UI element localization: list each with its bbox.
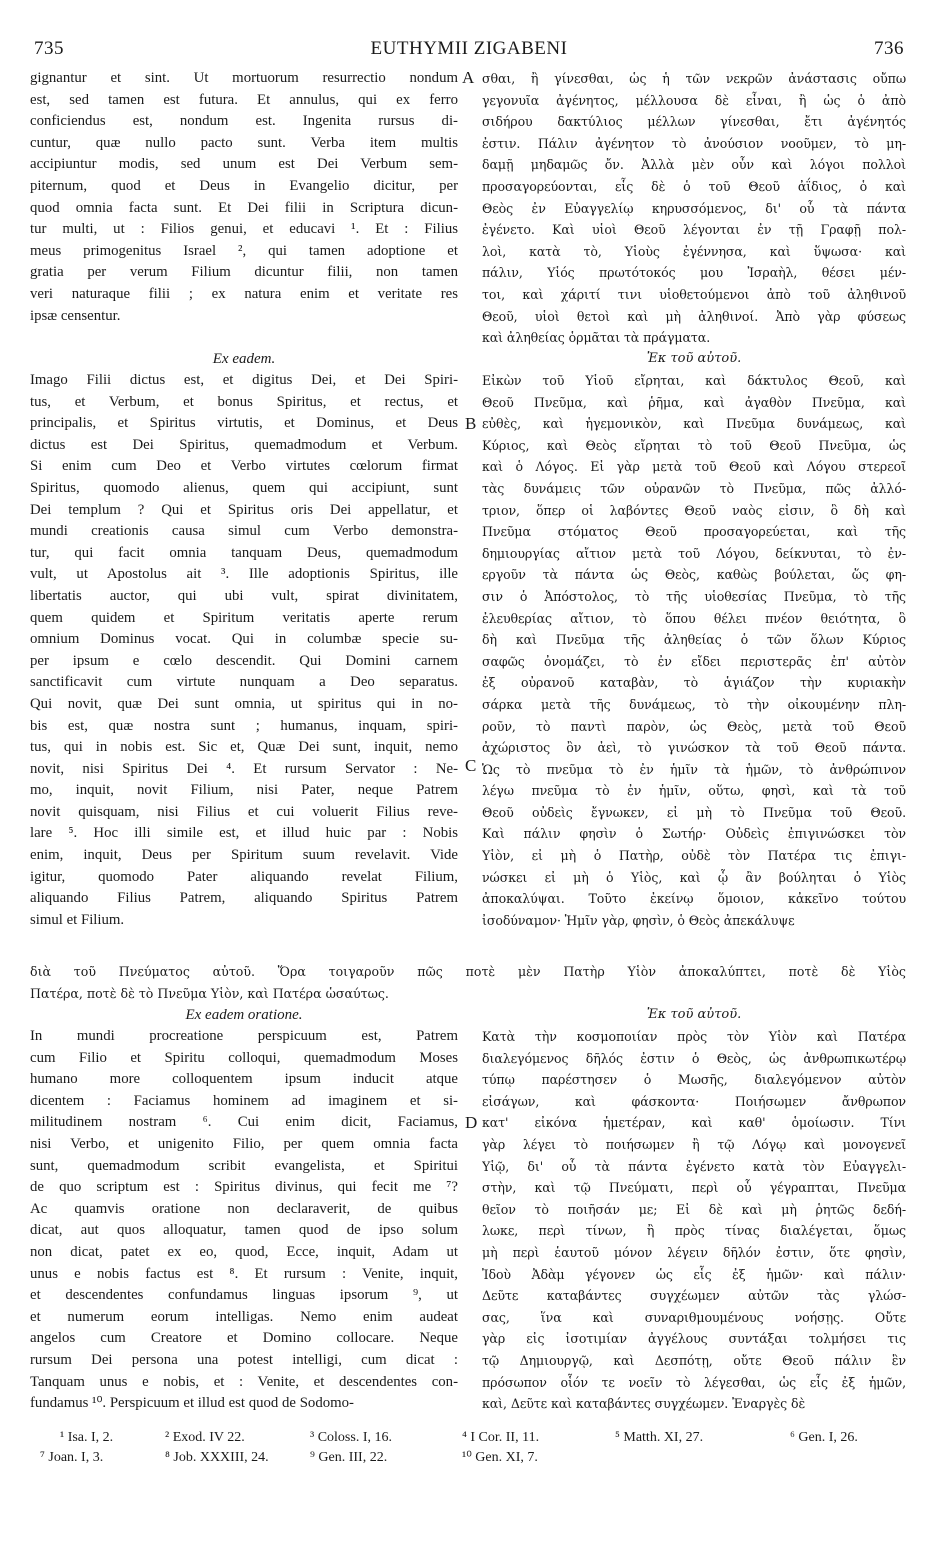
- text-line: Θεὸς ἐν Εὐαγγελίῳ κηρυσσόμενος, δι' οὗ τὰ πάντα: [482, 200, 906, 216]
- text-line: ipsæ censentur.: [30, 307, 121, 324]
- text-line: σάρκα μετὰ τῆς δυνάμεως, τὸ τὴν οἰκουμένην πλη-: [482, 696, 906, 712]
- footnote-5: ⁵ Matth. XI, 27.: [615, 1430, 704, 1445]
- text-line: καὶ ἀληθείας ὁρμᾶται τὰ πράγματα.: [482, 330, 711, 346]
- text-line: aliquando Filius Patrem, aliquando Spiritus Patrem: [30, 890, 458, 907]
- text-line: Tanquam unus e nobis, et : Venite, et descendentes con-: [30, 1373, 458, 1390]
- text-line: Si enim cum Deo et Verbo virtutes cœlorum firmat: [30, 458, 458, 475]
- text-line: meus primogenitus Israel ², qui tamen adoptione et: [30, 242, 458, 259]
- text-line: λωκε, περὶ τίνων, ἢ πρὸς τίνας διαλέγεται, ὅμως: [482, 1223, 906, 1239]
- greek-column-section-2: [482, 348, 906, 931]
- text-line: Θεοῦ Πνεῦμα, καὶ ῥῆμα, καὶ ἀγαθὸν Πνεῦμα, καὶ: [482, 394, 906, 410]
- footnote-9: ⁹ Gen. III, 22.: [310, 1450, 388, 1465]
- text-line: Καὶ πάλιν φησὶν ὁ Σωτήρ· Οὐδεὶς ἐπιγινώσκει τὸν: [482, 826, 906, 842]
- text-line: sanctificavit cum virtute nunquam a Deo separatus.: [30, 674, 458, 691]
- text-line: lare ⁵. Hoc illi simile est, et illud huic par : Nobis: [30, 825, 458, 842]
- text-line: κατ' εἰκόνα ἡμετέραν, καὶ καθ' ὁμοίωσιν. Τίνι: [482, 1115, 906, 1131]
- text-line: Πατέρα, ποτὲ δὲ τὸ Πνεῦμα Υἱὸν, καὶ Πατέρα ὡσαύτως.: [30, 985, 389, 1001]
- text-line: de quo scriptum est : Spiritus divinus, qui fecit me ⁷?: [30, 1179, 458, 1196]
- text-line: mo, inquit, novit Filium, nisi Pater, neque Patrem: [30, 782, 458, 799]
- text-line: novit quisquam, nisi Filius et cui voluerit Filius reve-: [30, 803, 458, 820]
- text-line: διὰ τοῦ Πνεύματος αὐτοῦ. Ὅρα τοιγαροῦν πῶς ποτὲ μὲν Πατὴρ Υἱὸν ἀποκαλύπτει, ποτὲ δὲ Υἱὸς: [30, 964, 906, 979]
- text-line: conficiendus est, nondum est. Ingenita rursus di-: [30, 113, 458, 130]
- footnote-4: ⁴ I Cor. II, 11.: [462, 1430, 540, 1445]
- text-line: libertatis auctor, qui ubi vult, spirat divinitatem,: [30, 587, 458, 604]
- text-line: et numerum eorum intelligas. Nemo enim audeat: [30, 1308, 458, 1325]
- text-line: τοι, καὶ χάριτί τινι υἱοθετούμενοι ἀπὸ τοῦ ἀληθινοῦ: [482, 286, 906, 302]
- footnote-3: ³ Coloss. I, 16.: [310, 1430, 392, 1445]
- text-line: bis est, quæ nostra sunt ; humanus, inquam, spiri-: [30, 717, 458, 734]
- text-line: πρόσωπον οἷόν τε νοεῖν τὸ λέγεσθαι, ὡς εἷς ἐξ ἡμῶν,: [482, 1374, 906, 1390]
- text-line: Ἰδοὺ Ἀδὰμ γέγονεν ὡς εἷς ἐξ ἡμῶν· καὶ πάλιν·: [482, 1266, 906, 1282]
- greek-column-section-3: [482, 1004, 906, 1415]
- text-line: σας, ἵνα καὶ συναριθμουμένους νοήσῃς. Οὔτε: [482, 1309, 906, 1325]
- text-line: εἰσάγων, καὶ φάσκοντα· Ποιήσωμεν ἄνθρωπον: [482, 1093, 906, 1109]
- footnotes: [30, 1428, 906, 1468]
- text-line: τὰς δυνάμεις τῶν οὐρανῶν τὸ Πνεῦμα, πῶς ἀλλό-: [482, 480, 906, 496]
- text-line: mundi creationis causa simul cum Verbo demonstra-: [30, 523, 458, 540]
- text-line: προσαγορεύονται, εἷς δὲ ὁ τοῦ Θεοῦ ἀΐδιος, ὁ καὶ: [482, 178, 906, 194]
- page-number-right: 736: [874, 38, 904, 59]
- text-line: rursum Dei persona una potest intelligi, cum dicat :: [30, 1351, 458, 1368]
- footnote-row-1: [30, 1428, 906, 1448]
- text-line: tus, et Verbum, et bonus Spiritus, et rectus, et: [30, 393, 458, 410]
- section-heading: Ex eadem.: [212, 351, 276, 367]
- text-line: γὰρ εἰς ἰσοτιμίαν ἀγγέλους συντάξαι τολμήσει τις: [482, 1331, 906, 1347]
- text-line: τριον, ὅπερ οἱ λαβόντες Θεοῦ ναὸς εἰσιν, ὃ δὴ καὶ: [482, 502, 906, 518]
- full-width-greek-continuation: [30, 961, 906, 1004]
- text-line: per ipsum e cœlo descendit. Qui Domini carnem: [30, 652, 458, 669]
- text-line: tur, qui facit omnia tanquam Deus, quemadmodum: [30, 544, 458, 561]
- margin-marker-a: A: [462, 68, 475, 87]
- text-line: quod omnia facta sunt. Et Dei filii in Scriptura dicun-: [30, 199, 458, 216]
- margin-marker-d: D: [465, 1113, 478, 1132]
- text-line: δὴ καὶ Πνεῦμα τῆς ἀληθείας ὁ τῶν ὅλων Κύριος: [482, 632, 906, 648]
- text-line: εὐθὲς, καὶ ἡγεμονικὸν, καὶ Πνεῦμα δυνάμεως, καὶ: [482, 416, 906, 432]
- text-line: enim, inquit, Deus per Spiritum suum revelavit. Vide: [30, 847, 458, 864]
- text-line: ἐγένετο. Καὶ υἱοὶ Θεοῦ λέγονται ἐν τῇ Γραφῇ πολ-: [482, 222, 906, 238]
- text-line: non dicat, patet ex eo, quod, Ecce, inquit, Adam ut: [30, 1243, 458, 1260]
- text-line: gignantur et sint. Ut mortuorum resurrectio nondum: [30, 70, 458, 86]
- text-line: καὶ, Δεῦτε καὶ καταβάντες συγχέωμεν. Ἐναργὲς δὲ: [482, 1396, 806, 1412]
- text-line: gratia per verum Filium dicuntur filii, non tamen: [30, 264, 458, 281]
- text-line: veri naturaque filii ; ex natura enim et veritate res: [30, 285, 458, 302]
- text-line: piternum, quod et Deus in Evangelio dicitur, per: [30, 177, 458, 194]
- footnote-2: ² Exod. IV 22.: [165, 1430, 245, 1445]
- text-line: θεῖον τὸ ποιῆσάν με; Εἰ δὲ καὶ μὴ ῥητῶς δεδή-: [482, 1201, 906, 1217]
- footnote-row-2: [30, 1448, 906, 1468]
- text-line: cum Filio et Spiritu colloqui, quemadmodum Moses: [30, 1049, 458, 1066]
- text-line: Θεοῦ οὐδεὶς ἔγνωκεν, εἰ μὴ τὸ Πνεῦμα τοῦ Θεοῦ.: [482, 804, 906, 820]
- text-line: In mundi procreatione perspicuum est, Patrem: [30, 1028, 458, 1044]
- section-heading: Ex eadem oratione.: [185, 1007, 303, 1023]
- text-line: dicentem : Faciamus hominem ad imaginem et si-: [30, 1092, 458, 1109]
- text-line: novit, nisi Spiritus Dei ⁴. Et rursum Servator : Ne-: [30, 760, 458, 777]
- text-line: δαμῇ μηδαμῶς ὄν. Ἀλλὰ μὲν οὖν καὶ λόγοι πολλοὶ: [482, 157, 906, 173]
- text-line: μὴ περὶ ἑαυτοῦ μόνον λέγειν δῆλόν ἐστιν, ὅτε φησὶν,: [482, 1244, 906, 1260]
- text-line: ἀποκαλύψαι. Τοῦτο ἐκείνῳ ὅμοιον, κἀκεῖνο τούτου: [482, 891, 906, 907]
- text-line: unus e nobis factus est ⁸. Et rursum : Venite, inquit,: [30, 1265, 458, 1282]
- text-line: Πνεῦμα στόματος Θεοῦ προσαγορεύεται, καὶ τῆς: [482, 524, 906, 540]
- text-line: accipiuntur modis, sed unum est Dei Verbum sem-: [30, 156, 458, 173]
- text-line: Ὡς τὸ πνεῦμα τὸ ἐν ἡμῖν τὰ ἡμῶν, τὸ ἀνθρώπινον: [482, 761, 906, 777]
- text-line: Δεῦτε καταβάντες συγχέωμεν αὐτῶν τὰς γλώσ-: [482, 1288, 906, 1304]
- text-line: est, sed tamen est futura. Et annulus, qui ex ferro: [30, 91, 458, 108]
- text-line: πάλιν, Υἱός πρωτότοκός μου Ἰσραὴλ, θέσει μέν-: [482, 265, 906, 281]
- text-line: igitur, quomodo Pater aliquando revelat Filium,: [30, 868, 458, 885]
- text-line: Θεοῦ, υἱοὶ θετοὶ καὶ μὴ ἀληθινοί. Ἀπὸ γὰρ φύσεως: [482, 308, 906, 324]
- text-line: fundamus ¹⁰. Perspicuum et illud est quod de Sodomo-: [30, 1395, 354, 1412]
- text-line: στὴν, καὶ τῷ Πνεύματι, περὶ οὗ γέγραπται, Πνεῦμα: [482, 1180, 906, 1196]
- text-line: λέγω πνεῦμα τὸ ἐν ἡμῖν, οὕτω, φησὶ, καὶ τὰ τοῦ: [482, 783, 906, 799]
- text-line: σιν ὁ Ἀπόστολος, τὸ τῆς υἱοθεσίας Πνεῦμα, τὸ τῆς: [482, 588, 906, 604]
- latin-column-section-1: [30, 68, 458, 327]
- text-line: Υἱῷ, δι' οὗ τὰ πάντα ἐγένετο κατὰ τὸν Εὐαγγελι-: [482, 1158, 906, 1174]
- text-line: Κατὰ τὴν κοσμοποιίαν πρὸς τὸν Υἱὸν καὶ Πατέρα: [482, 1029, 906, 1044]
- text-line: γὰρ λέγει τὸ ποιήσωμεν ἢ τῷ Λόγῳ καὶ μονογενεῖ: [482, 1136, 906, 1152]
- footnote-8: ⁸ Job. XXXIII, 24.: [165, 1450, 269, 1465]
- latin-column-section-3: [30, 1004, 458, 1415]
- text-line: angelos cum Creatore et Domino collocare. Neque: [30, 1330, 458, 1347]
- text-line: ἐξ οὐρανοῦ καταβὰν, τὸ ἁγιάζον τὴν κυριακὴν: [482, 675, 906, 691]
- greek-column-section-1: [482, 68, 906, 349]
- text-line: quem quidem et Spiritum veritatis aperte rerum: [30, 609, 458, 626]
- text-line: Imago Filii dictus est, et digitus Dei, et Dei Spiri-: [30, 372, 458, 388]
- text-line: Qui novit, quæ Dei sunt omnia, ut spiritus qui in no-: [30, 695, 458, 712]
- latin-column-section-2: [30, 348, 458, 931]
- text-line: νώσκει εἰ μὴ ὁ Υἱὸς, καὶ ᾧ ἂν βούληται ὁ Υἱὸς: [482, 869, 906, 885]
- page-number-left: 735: [34, 38, 64, 59]
- text-line: δημιουργίας αἴτιον μετὰ τοῦ Λόγου, δείκνυται, τὸ ἐν-: [482, 545, 906, 561]
- text-line: vult, ut Apostolus ait ³. Ille adoptionis Spiritus, ille: [30, 566, 458, 583]
- text-line: λοὶ, κατὰ τὸ, Υἱοὺς ἐγέννησα, καὶ ὕψωσα· καὶ: [482, 243, 906, 259]
- text-line: τῷ Δημιουργῷ, καὶ Δεσπότῃ, οὔτε Θεοῦ πάλιν ἓν: [482, 1352, 906, 1368]
- text-line: sunt, quemadmodum scribit evangelista, et Spiritui: [30, 1157, 458, 1174]
- text-line: simul et Filium.: [30, 911, 125, 928]
- text-line: et descendentes confundamus linguas ipsorum ⁹, ut: [30, 1287, 458, 1304]
- text-line: nisi Verbo, et unigenito Filio, per quem omnia facta: [30, 1135, 458, 1152]
- running-title: EUTHYMII ZIGABENI: [370, 38, 568, 59]
- text-line: dicat, aut quos alloquatur, tamen quod de ipso solum: [30, 1222, 458, 1239]
- text-line: ἰσοδύναμον· Ἡμῖν γὰρ, φησὶν, ὁ Θεὸς ἀπεκάλυψε: [482, 912, 795, 928]
- footnote-7: ⁷ Joan. I, 3.: [40, 1450, 104, 1465]
- margin-marker-b: B: [465, 414, 477, 433]
- text-line: Spiritus, quomodo alienus, quem qui accipiunt, sunt: [30, 479, 458, 496]
- text-line: σιδήρου δακτύλιος μέλλων γίνεσθαι, ἔτι ἀγένητός: [482, 114, 906, 130]
- text-line: dictus est Dei Spiritus, quemadmodum et Verbum.: [30, 436, 458, 453]
- text-line: humano more colloquentem ipsum inducit atque: [30, 1071, 458, 1088]
- section-heading: Ἐκ τοῦ αὐτοῦ.: [646, 1007, 742, 1022]
- text-line: omnium Dominus vocat. Qui in columbæ specie su-: [30, 631, 458, 648]
- text-line: cuntur, quæ nullo pacto sunt. Verba item multis: [30, 134, 458, 151]
- text-line: σαφῶς ὀνομάζει, τὸ ἐν εἴδει περιστερᾶς ἐπ' αὐτὸν: [482, 653, 906, 669]
- section-heading: Ἐκ τοῦ αὐτοῦ.: [646, 351, 742, 366]
- footnote-1: ¹ Isa. I, 2.: [60, 1430, 114, 1445]
- text-line: Ac quamvis oratione non declaraverit, de quibus: [30, 1200, 458, 1217]
- footnote-10: ¹⁰ Gen. XI, 7.: [462, 1450, 538, 1465]
- text-line: γεγονυῖα ἀγένητος, μέλλουσα δὲ εἶναι, ἢ ὡς ὁ ἀπὸ: [482, 92, 906, 108]
- page-header: [34, 38, 904, 60]
- text-line: Dei templum ? Qui et Spiritus oris Dei appellatur, et: [30, 501, 458, 518]
- text-line: ροῦν, τὸ παντὶ παρὸν, ὡς Θεὸς, μετὰ τοῦ Θεοῦ: [482, 718, 906, 734]
- text-line: εργοῦν τὰ πάντα ὡς Θεὸς, καθὼς βούλεται, ὥς φη-: [482, 567, 906, 583]
- text-line: ἀχώριστος ὂν ἀεὶ, τὸ γινώσκον τὰ τοῦ Θεοῦ πάντα.: [482, 740, 906, 756]
- text-line: principalis, et Spiritus virtutis, et Dominus, et Deus: [30, 415, 458, 432]
- text-line: Εἰκὼν τοῦ Υἱοῦ εἴρηται, καὶ δάκτυλος Θεοῦ, καὶ: [482, 373, 906, 388]
- text-line: ἐστιν. Πάλιν ἀγένητον τὸ ἀνούσιον νοοῦμεν, τὸ μη-: [482, 135, 906, 151]
- text-line: tus, qui in nobis est. Sic et, Quæ Dei sunt, inquit, nemo: [30, 739, 458, 756]
- text-line: ἐλευθερίας αἴτιον, τὸ ὅπου θέλει πνέον θειότητα, ὃ: [482, 610, 906, 626]
- text-line: καὶ ὁ Λόγος. Εἰ γὰρ μετὰ τοῦ Θεοῦ καὶ Λόγου στερεοῖ: [482, 459, 906, 475]
- text-line: τύπῳ παρέστησεν ὁ Μωσῆς, διαλεγόμενον αὐτὸν: [482, 1072, 906, 1088]
- text-line: militudinem nostram ⁶. Cui enim dicit, Faciamus,: [30, 1114, 458, 1131]
- text-line: tur multi, ut : Filios genui, et educavi ¹. Et : Filius: [30, 221, 458, 238]
- margin-marker-c: C: [465, 756, 477, 775]
- text-line: Κύριος, καὶ Θεὸς εἴρηται τὸ τοῦ Θεοῦ Πνεῦμα, ὡς: [482, 437, 906, 453]
- footnote-6: ⁶ Gen. I, 26.: [790, 1430, 858, 1445]
- text-line: Υἱὸν, εἰ μὴ ὁ Πατὴρ, οὐδὲ τὸν Πατέρα τις ἐπιγι-: [482, 848, 906, 864]
- text-line: διαλεγόμενος δῆλός ἐστιν ὁ Θεὸς, ὡς ἀνθρωπικωτέρῳ: [482, 1050, 906, 1066]
- text-line: σθαι, ἢ γίνεσθαι, ὡς ἡ τῶν νεκρῶν ἀνάστασις οὔπω: [482, 71, 906, 86]
